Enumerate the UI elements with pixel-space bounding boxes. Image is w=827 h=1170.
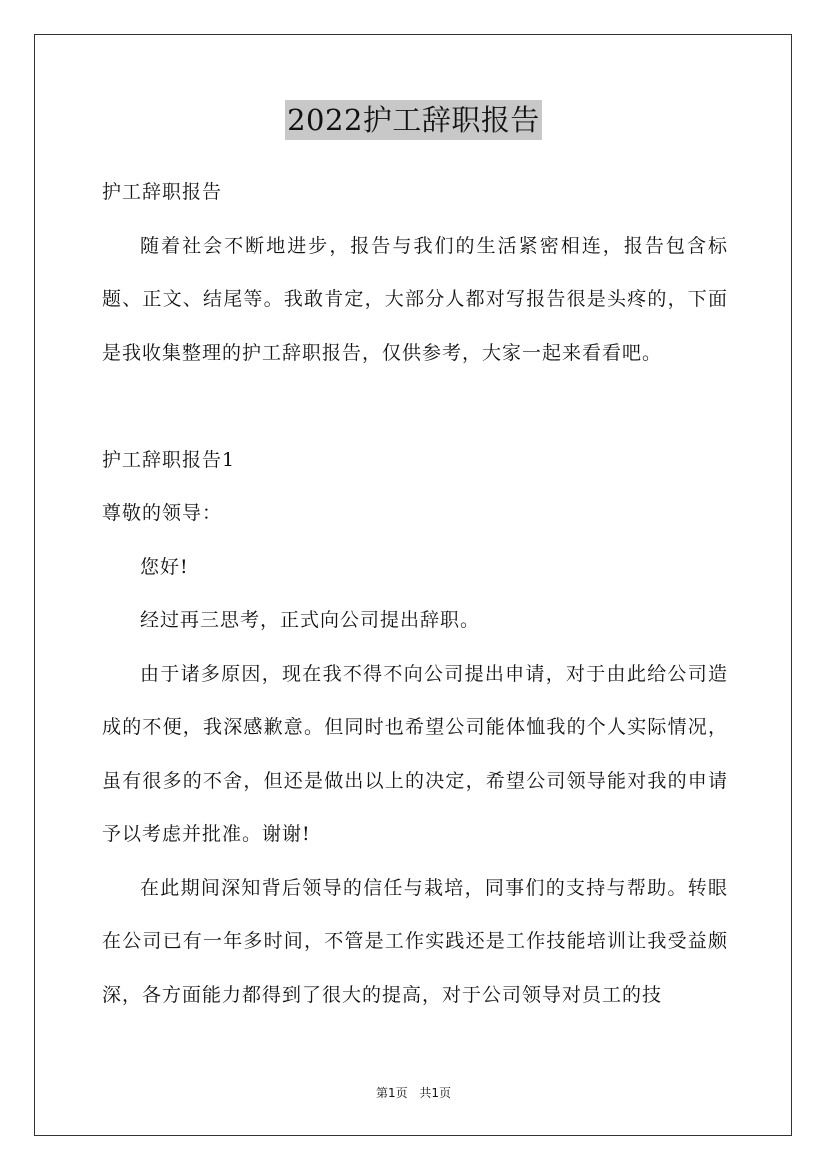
section-heading: 护工辞职报告: [102, 181, 223, 203]
paragraph-gap: [102, 380, 728, 434]
title-container: [0, 100, 827, 140]
body-paragraph: 在此期间深知背后领导的信任与栽培，同事们的支持与帮助。转眼在公司已有一年多时间，不管是工作实践还是工作技能培训让我受益颇深，各方面能力都得到了很大的提高，对于公司领导对员工的技: [102, 876, 728, 1006]
salutation: 尊敬的领导：: [102, 502, 223, 524]
report-heading: 护工辞职报告1: [102, 448, 236, 471]
page-total: 共1页: [419, 1086, 452, 1100]
body-paragraph: 经过再三思考，正式向公司提出辞职。: [140, 609, 481, 631]
document-title: 2022护工辞职报告: [285, 100, 542, 140]
intro-paragraph: 随着社会不断地进步，报告与我们的生活紧密相连，报告包含标题、正文、结尾等。我敢肯定，大部分人都对写报告很是头疼的，下面是我收集整理的护工辞职报告，仅供参考，大家一起来看看吧。: [102, 234, 728, 364]
page-footer: [0, 1084, 827, 1101]
document-body: [102, 166, 728, 1022]
page-number: 第1页: [375, 1086, 408, 1100]
greeting: 您好!: [140, 555, 189, 578]
body-paragraph: 由于诸多原因，现在我不得不向公司提出申请，对于由此给公司造成的不便，我深感歉意。但同时也希望公司能体恤我的个人实际情况，虽有很多的不舍，但还是做出以上的决定，希望公司领导能对我的申请予以考虑并批准。谢谢!: [102, 662, 728, 845]
